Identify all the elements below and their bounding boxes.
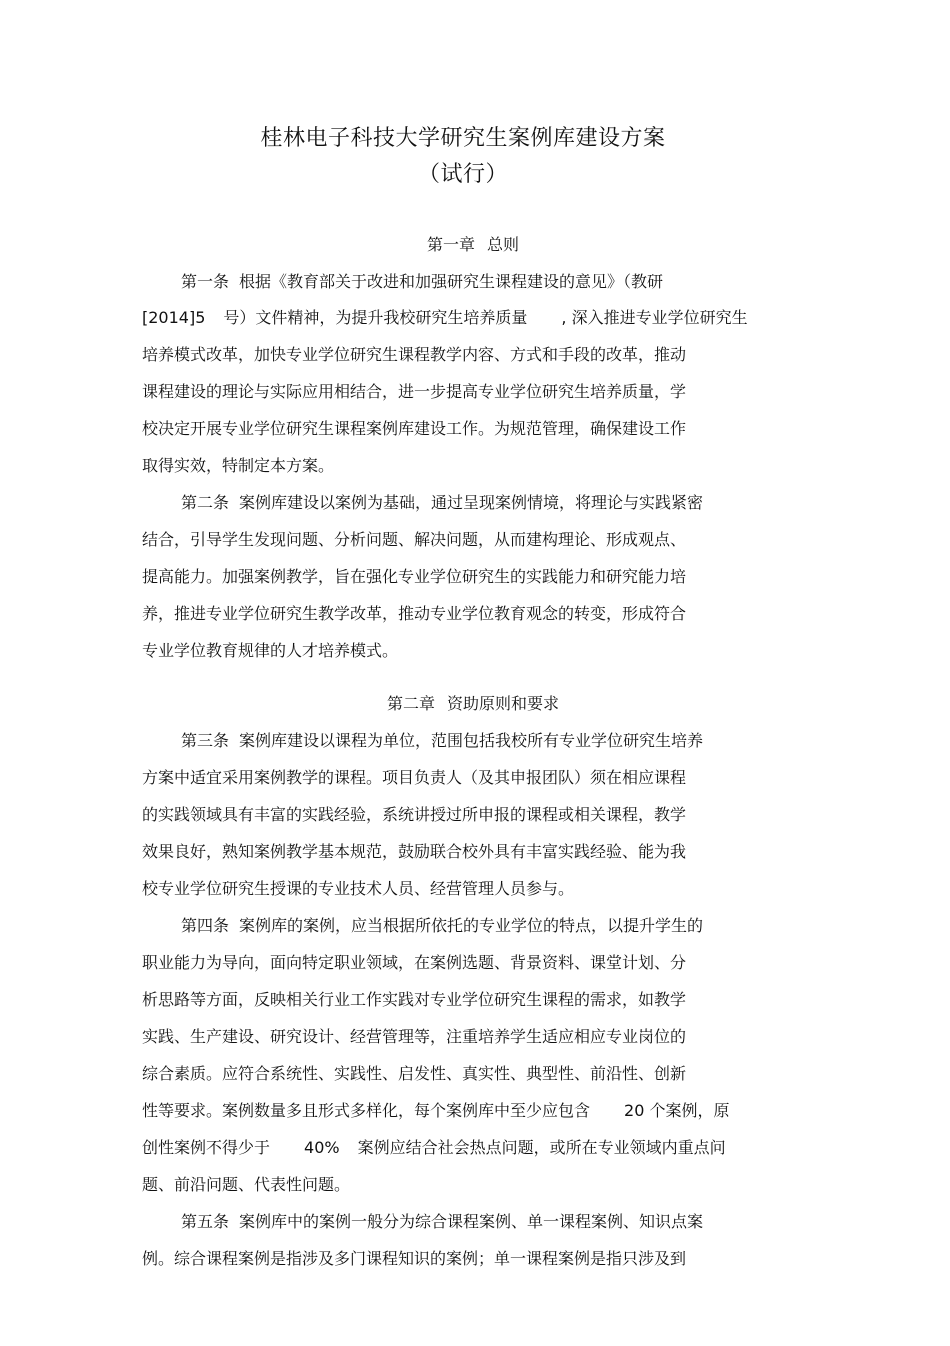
- paragraph-line: 题、前沿问题、代表性问题。: [142, 1175, 351, 1194]
- paragraph-line: [181, 271, 663, 293]
- paragraph-text: 案例库的案例，应当根据所依托的专业学位的特点，以提升学生的: [239, 916, 704, 935]
- article-label: 第五条: [181, 1212, 230, 1231]
- paragraph-line: 职业能力为导向，面向特定职业领域，在案例选题、背景资料、课堂计划、分: [142, 953, 687, 972]
- paragraph-line: 养，推进专业学位研究生教学改革，推动专业学位教育观念的转变，形成符合: [142, 604, 687, 623]
- paragraph-text: 案例库建设以案例为基础，通过呈现案例情境，将理论与实践紧密: [239, 493, 704, 512]
- document-subtitle: （试行）: [417, 162, 508, 187]
- paragraph-line: 提高能力。加强案例教学，旨在强化专业学位研究生的实践能力和研究能力培: [142, 567, 687, 586]
- paragraph-line: [181, 1211, 703, 1233]
- paragraph-text: 20 个案例，原: [624, 1101, 730, 1120]
- paragraph-line: 效果良好，熟知案例教学基本规范，鼓励联合校外具有丰富实践经验、能为我: [142, 842, 687, 861]
- document-title: 桂林电子科技大学研究生案例库建设方案: [260, 126, 666, 151]
- paragraph-line: 的实践领域具有丰富的实践经验，系统讲授过所申报的课程或相关课程，教学: [142, 805, 687, 824]
- paragraph-line: [181, 730, 703, 752]
- paragraph-text: 案例库中的案例一般分为综合课程案例、单一课程案例、知识点案: [239, 1212, 704, 1231]
- paragraph-text: 案例库建设以课程为单位，范围包括我校所有专业学位研究生培养: [239, 731, 704, 750]
- paragraph-line: [181, 915, 703, 937]
- chapter-heading: [0, 234, 948, 256]
- paragraph-text: 号）文件精神，为提升我校研究生培养质量: [223, 308, 528, 327]
- paragraph-line: 结合，引导学生发现问题、分析问题、解决问题，从而建构理论、形成观点、: [142, 530, 687, 549]
- paragraph-text: [2014]5: [142, 308, 206, 327]
- chapter-label: 第二章: [386, 694, 435, 713]
- paragraph-line: 实践、生产建设、研究设计、经营管理等，注重培养学生适应相应专业岗位的: [142, 1027, 687, 1046]
- paragraph-line: 综合素质。应符合系统性、实践性、启发性、真实性、典型性、前沿性、创新: [142, 1064, 687, 1083]
- paragraph-line: 培养模式改革，加快专业学位研究生课程教学内容、方式和手段的改革，推动: [142, 345, 687, 364]
- paragraph-line: 课程建设的理论与实际应用相结合，进一步提高专业学位研究生培养质量，学: [142, 382, 687, 401]
- paragraph-line: 校决定开展专业学位研究生课程案例库建设工作。为规范管理，确保建设工作: [142, 419, 687, 438]
- chapter-name: 总则: [487, 235, 520, 254]
- chapter-label: 第一章: [426, 235, 475, 254]
- paragraph-line: 方案中适宜采用案例教学的课程。项目负责人（及其申报团队）须在相应课程: [142, 768, 687, 787]
- chapter-heading: [0, 693, 948, 715]
- paragraph-text: , 深入推进专业学位研究生: [561, 308, 748, 327]
- paragraph-line: [142, 1100, 729, 1122]
- paragraph-line: 取得实效，特制定本方案。: [142, 456, 335, 475]
- paragraph-line: [181, 492, 703, 514]
- paragraph-line: 专业学位教育规律的人才培养模式。: [142, 641, 399, 660]
- paragraph-text: 根据《教育部关于改进和加强研究生课程建设的意见》（教研: [239, 272, 664, 291]
- paragraph-line: 校专业学位研究生授课的专业技术人员、经营管理人员参与。: [142, 879, 575, 898]
- paragraph-line: 析思路等方面，反映相关行业工作实践对专业学位研究生课程的需求，如教学: [142, 990, 687, 1009]
- paragraph-line: [142, 1137, 726, 1159]
- paragraph-text: 案例应结合社会热点问题，或所在专业领域内重点问: [357, 1138, 726, 1157]
- paragraph-text: 性等要求。案例数量多且形式多样化，每个案例库中至少应包含: [142, 1101, 591, 1120]
- paragraph-text: 创性案例不得少于: [142, 1138, 271, 1157]
- article-label: 第二条: [181, 493, 230, 512]
- chapter-name: 资助原则和要求: [447, 694, 560, 713]
- paragraph-line: 例。综合课程案例是指涉及多门课程知识的案例；单一课程案例是指只涉及到: [142, 1249, 687, 1268]
- paragraph-line: [142, 307, 748, 329]
- article-label: 第三条: [181, 731, 230, 750]
- paragraph-text: 40%: [304, 1138, 340, 1157]
- article-label: 第四条: [181, 916, 230, 935]
- article-label: 第一条: [181, 272, 230, 291]
